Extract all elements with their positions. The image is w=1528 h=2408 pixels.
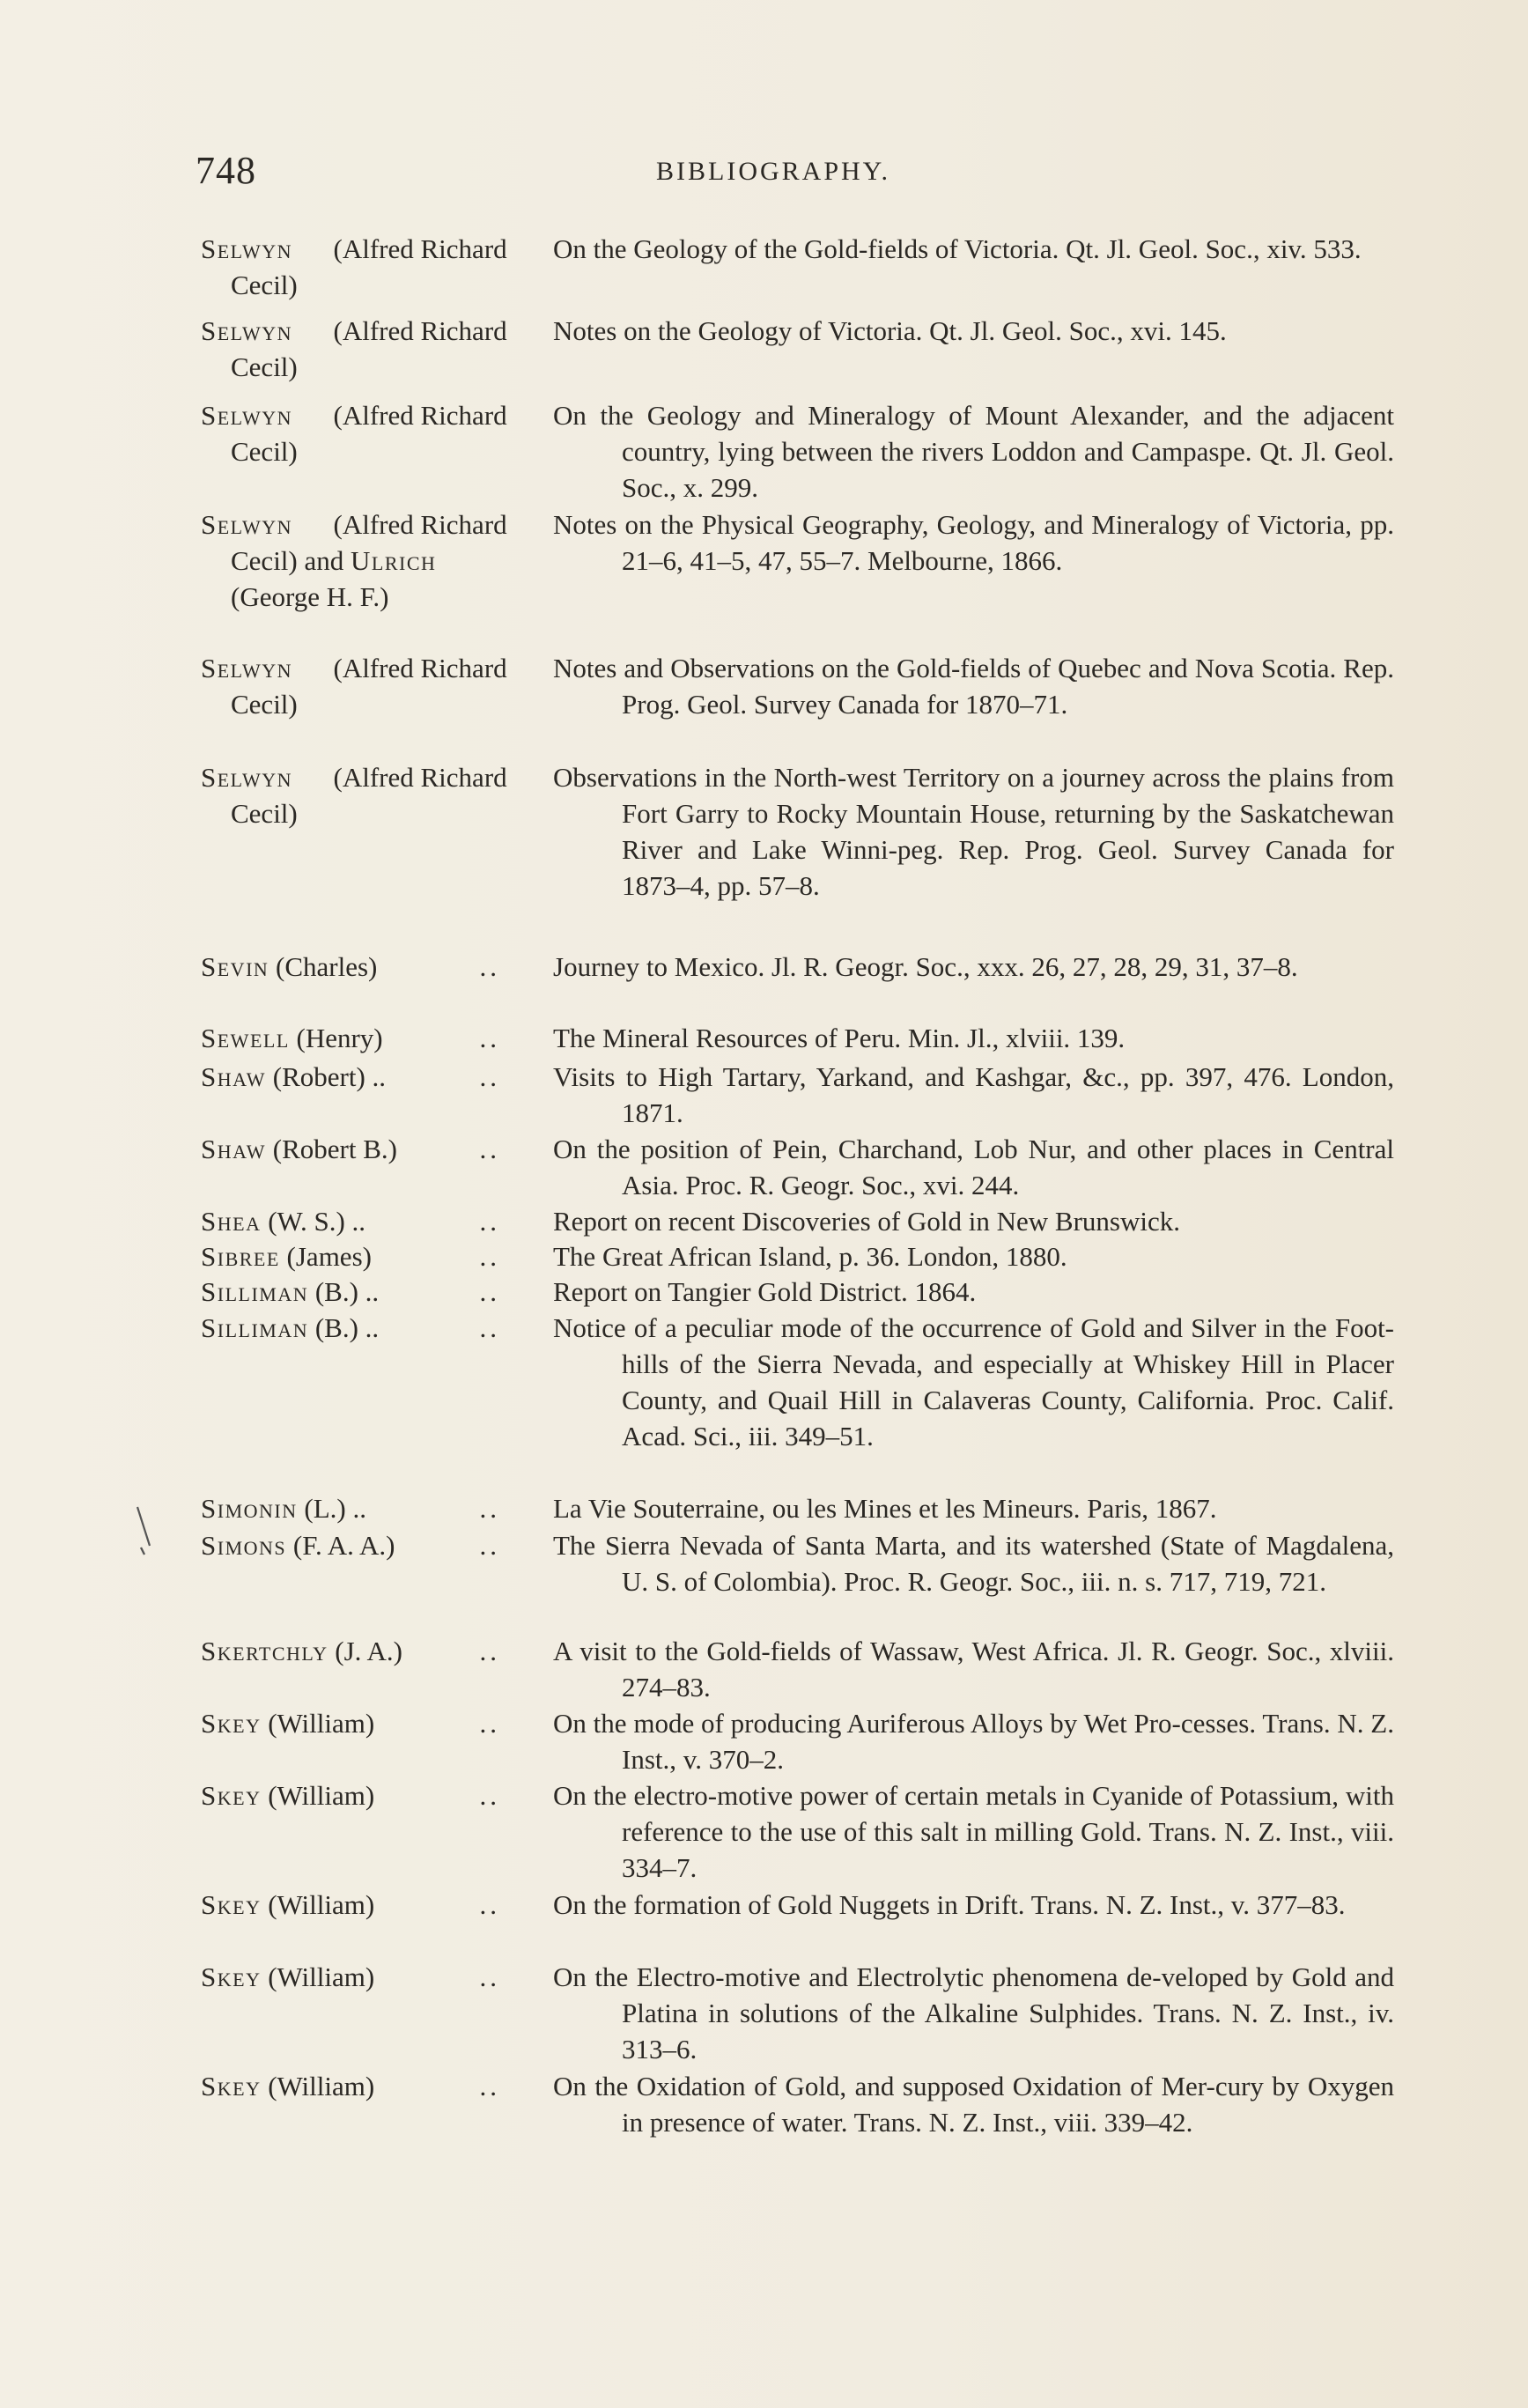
entry-author (201, 759, 518, 831)
entry-title: Journey to Mexico. Jl. R. Geogr. Soc., xxx. 26, 27, 28, 29, 31, 37–8. (553, 951, 1298, 982)
leader-dots: .. (479, 1023, 500, 1053)
author-surname: Shea (201, 1206, 262, 1237)
entry-author (201, 1274, 518, 1310)
entry-title: The Mineral Resources of Peru. Min. Jl., xlviii. 139. (553, 1023, 1126, 1053)
author-surname: Selwyn (201, 400, 293, 431)
entry-author (201, 1310, 518, 1346)
author-surname: Selwyn (201, 653, 293, 683)
entry-author (201, 506, 518, 615)
author-surname: Selwyn (201, 762, 293, 793)
entry-title: On the Geology of the Gold-fields of Victoria. Qt. Jl. Geol. Soc., xiv. 533. (553, 233, 1362, 264)
author-surname: Simons (201, 1530, 287, 1561)
author-given: (W. S.) .. (268, 1206, 366, 1237)
entry-title: La Vie Souterraine, ou les Mines et les Mineurs. Paris, 1867. (553, 1493, 1217, 1524)
author-given: (Alfred Richard Cecil) (231, 233, 507, 300)
entry-author (201, 2068, 518, 2104)
author-given: (B.) .. (314, 1276, 380, 1307)
leader-dots: .. (479, 2071, 500, 2101)
author-surname: Sewell (201, 1023, 290, 1053)
author-given: (Robert B.) (272, 1134, 397, 1164)
author-surname: Sibree (201, 1241, 280, 1272)
page-number: 748 (196, 149, 256, 192)
entry-title: On the Electro-motive and Electrolytic phenomena de-veloped by Gold and Platina in solutions of the Alkaline Sulphides. Trans. N. Z. Inst., iv. 313–6. (553, 1961, 1394, 2065)
entry-title: On the mode of producing Auriferous Alloys by Wet Pro-cesses. Trans. N. Z. Inst., v. 370–2. (553, 1708, 1394, 1775)
entry-title: Report on Tangier Gold District. 1864. (553, 1276, 977, 1307)
author-given: (Henry) (296, 1023, 383, 1053)
entry-title: Observations in the North-west Territory on a journey across the plains from Fort Garry to Rocky Mountain House, returning by the Saskatchewan River and Lake Winni-peg. Rep. Prog. Geol. Survey Canada for 1873–4, pp. 57–8. (553, 762, 1394, 901)
leader-dots: .. (479, 1493, 500, 1524)
author-surname: Selwyn (201, 509, 293, 540)
margin-pencil-mark (132, 1502, 167, 1563)
author-given: (William) (268, 1889, 375, 1920)
author-given: (F. A. A.) (292, 1530, 395, 1561)
entry-author (201, 313, 518, 385)
author-given: (James) (286, 1241, 372, 1272)
leader-dots: .. (479, 1241, 500, 1272)
entry-title: A visit to the Gold-fields of Wassaw, West Africa. Jl. R. Geogr. Soc., xlviii. 274–83. (553, 1636, 1394, 1703)
author-surname: Sevin (201, 951, 269, 982)
author-coauthor-given: (George H. F.) (231, 581, 389, 612)
entry-author (201, 397, 518, 469)
leader-dots: .. (479, 1134, 500, 1164)
leader-dots: .. (479, 1276, 500, 1307)
entry-author (201, 1527, 518, 1563)
entry-author (201, 1203, 518, 1239)
author-surname: Simonin (201, 1493, 298, 1524)
entry-author (201, 1705, 518, 1741)
author-surname: Silliman (201, 1276, 309, 1307)
entry-title: Notes on the Physical Geography, Geology, and Mineralogy of Victoria, pp. 21–6, 41–5, 47, 55–7. Melbourne, 1866. (553, 509, 1394, 576)
entry-title: On the electro-motive power of certain metals in Cyanide of Potassium, with reference to the use of this salt in milling Gold. Trans. N. Z. Inst., viii. 334–7. (553, 1780, 1394, 1883)
running-head: BIBLIOGRAPHY. (656, 157, 890, 186)
author-surname: Skey (201, 1708, 262, 1739)
author-coauthor-surname: Ulrich (351, 545, 437, 576)
entry-title: On the Oxidation of Gold, and supposed Oxidation of Mer-cury by Oxygen in presence of water. Trans. N. Z. Inst., viii. 339–42. (553, 2071, 1394, 2138)
entry-author (201, 1020, 518, 1056)
author-surname: Skey (201, 1889, 262, 1920)
entry-title: On the Geology and Mineralogy of Mount Alexander, and the adjacent country, lying between the rivers Loddon and Campaspe. Qt. Jl. Geol. Soc., x. 299. (553, 400, 1394, 503)
entry-title: On the position of Pein, Charchand, Lob Nur, and other places in Central Asia. Proc. R. Geogr. Soc., xvi. 244. (553, 1134, 1394, 1200)
author-given: (William) (268, 1780, 375, 1811)
leader-dots: .. (479, 1780, 500, 1811)
entry-title: The Great African Island, p. 36. London, 1880. (553, 1241, 1067, 1272)
entry-author (201, 650, 518, 722)
author-surname: Skey (201, 1961, 262, 1992)
entry-title: Notes on the Geology of Victoria. Qt. Jl. Geol. Soc., xvi. 145. (553, 315, 1227, 346)
author-given: (Alfred Richard Cecil) (231, 400, 507, 467)
author-surname: Shaw (201, 1134, 267, 1164)
leader-dots: .. (479, 1061, 500, 1092)
author-given: (Alfred Richard Cecil) and (231, 509, 507, 576)
entry-author (201, 1059, 518, 1095)
entry-author (201, 1777, 518, 1813)
entry-author (201, 1238, 518, 1274)
entry-author (201, 1887, 518, 1923)
author-surname: Silliman (201, 1312, 309, 1343)
entry-title: Notice of a peculiar mode of the occurrence of Gold and Silver in the Foot-hills of the Sierra Nevada, and especially at Whiskey Hill in Placer County, and Quail Hill in Calaveras County, California. Proc. Calif. Acad. Sci., iii. 349–51. (553, 1312, 1394, 1451)
author-given: (J. A.) (335, 1636, 402, 1666)
leader-dots: .. (479, 1889, 500, 1920)
author-surname: Skey (201, 2071, 262, 2101)
author-given: (Alfred Richard Cecil) (231, 315, 507, 382)
author-surname: Selwyn (201, 315, 293, 346)
author-given: (Alfred Richard Cecil) (231, 653, 507, 720)
leader-dots: .. (479, 1708, 500, 1739)
author-surname: Selwyn (201, 233, 293, 264)
author-surname: Skey (201, 1780, 262, 1811)
author-given: (William) (268, 2071, 375, 2101)
author-surname: Skertchly (201, 1636, 328, 1666)
author-given: (Charles) (276, 951, 378, 982)
entry-author (201, 1633, 518, 1669)
entry-author (201, 1490, 518, 1526)
entry-title: Visits to High Tartary, Yarkand, and Kashgar, &c., pp. 397, 476. London, 1871. (553, 1061, 1394, 1128)
entry-author (201, 1131, 518, 1167)
author-given: (Robert) .. (272, 1061, 387, 1092)
author-surname: Shaw (201, 1061, 267, 1092)
author-given: (William) (268, 1961, 375, 1992)
leader-dots: .. (479, 1206, 500, 1237)
author-given: (William) (268, 1708, 375, 1739)
entry-title: Report on recent Discoveries of Gold in New Brunswick. (553, 1206, 1180, 1237)
author-given: (B.) .. (314, 1312, 380, 1343)
leader-dots: .. (479, 1961, 500, 1992)
leader-dots: .. (479, 1312, 500, 1343)
leader-dots: .. (479, 1636, 500, 1666)
entry-title: Notes and Observations on the Gold-fields of Quebec and Nova Scotia. Rep. Prog. Geol. Survey Canada for 1870–71. (553, 653, 1394, 720)
entry-author (201, 949, 518, 985)
entry-author (201, 1959, 518, 1995)
entry-title: On the formation of Gold Nuggets in Drift. Trans. N. Z. Inst., v. 377–83. (553, 1889, 1346, 1920)
leader-dots: .. (479, 951, 500, 982)
author-given: (L.) .. (304, 1493, 366, 1524)
author-given: (Alfred Richard Cecil) (231, 762, 507, 829)
leader-dots: .. (479, 1530, 500, 1561)
entry-title: The Sierra Nevada of Santa Marta, and its watershed (State of Magdalena, U. S. of Colombia). Proc. R. Geogr. Soc., iii. n. s. 717, 719, 721. (553, 1530, 1394, 1597)
entry-author (201, 231, 518, 303)
